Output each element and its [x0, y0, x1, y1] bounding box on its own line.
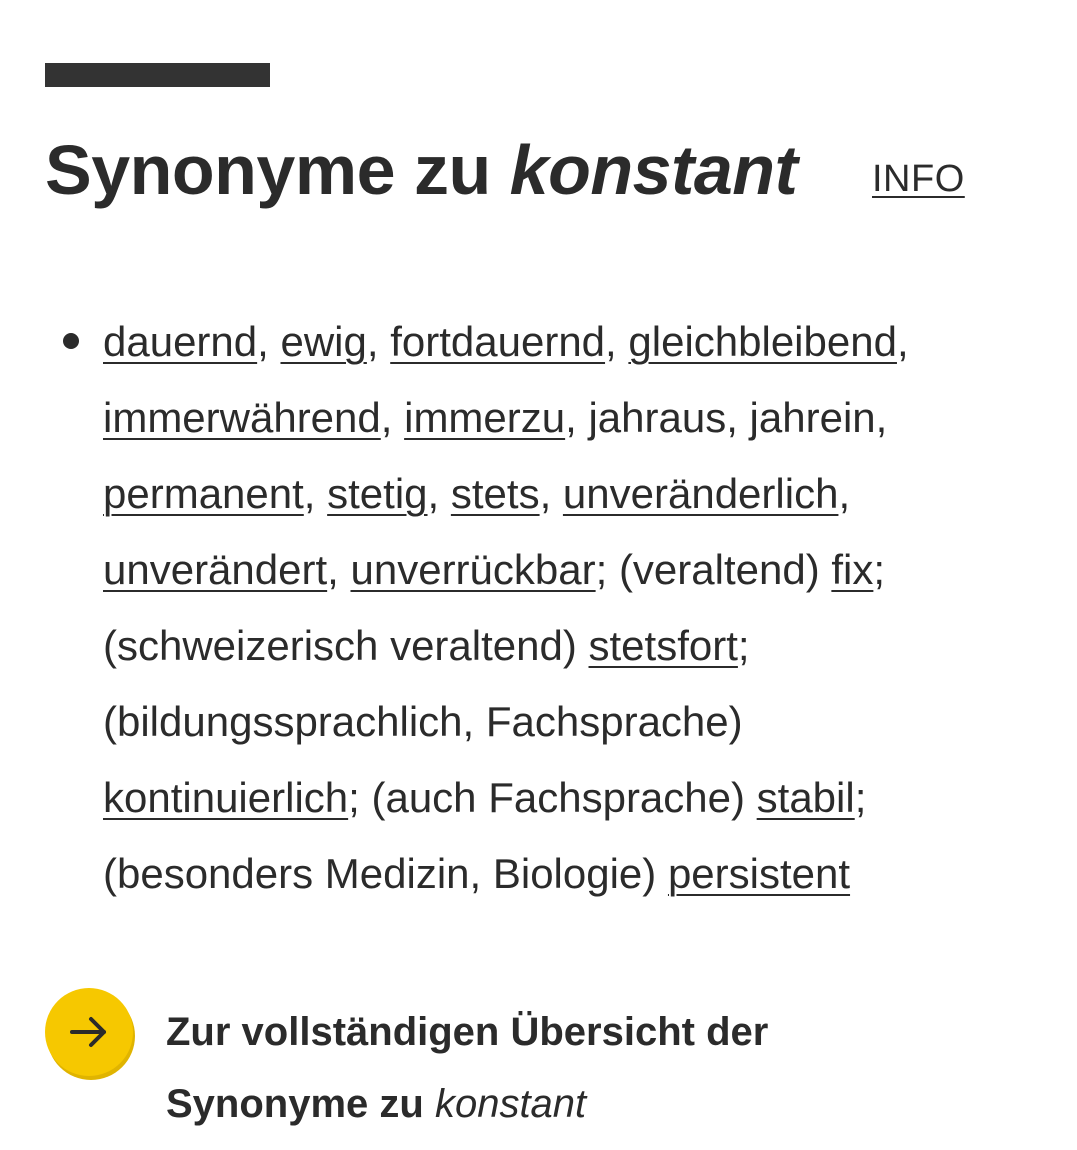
synonym-line	[103, 380, 1003, 456]
synonym-link[interactable]: unverändert	[103, 546, 328, 593]
synonym-link[interactable]: stabil	[756, 774, 855, 821]
synonym-separator-text: ;	[854, 774, 867, 821]
full-overview-link[interactable]	[166, 996, 966, 1140]
synonym-separator-text: ,	[896, 318, 909, 365]
synonym-separator-text: ; (auch Fachsprache)	[348, 774, 757, 821]
synonym-separator-text: ,	[303, 470, 328, 517]
synonym-line	[103, 532, 1003, 608]
synonym-separator-text: ,	[539, 470, 563, 517]
synonym-link[interactable]: unveränderlich	[562, 470, 839, 517]
synonym-link[interactable]: ewig	[280, 318, 367, 365]
synonym-link[interactable]: unverrückbar	[350, 546, 596, 593]
synonym-line	[103, 684, 1003, 760]
synonym-line	[103, 456, 1003, 532]
synonym-list	[103, 304, 1003, 912]
synonym-link[interactable]: immerwährend	[103, 394, 381, 441]
synonym-link[interactable]: permanent	[103, 470, 304, 517]
synonym-separator-text: ;	[737, 622, 750, 669]
synonym-link[interactable]: immerzu	[404, 394, 566, 441]
heading-keyword: konstant	[509, 131, 798, 209]
synonym-separator-text: ,	[427, 470, 451, 517]
synonym-link[interactable]: stetsfort	[588, 622, 738, 669]
synonym-line	[103, 760, 1003, 836]
arrow-right-button[interactable]	[45, 988, 133, 1076]
bullet-dot	[63, 333, 79, 349]
synonym-separator-text: ; (veraltend)	[595, 546, 832, 593]
synonym-link[interactable]: persistent	[667, 850, 851, 897]
info-link[interactable]: INFO	[872, 158, 965, 200]
synonym-separator-text: ,	[605, 318, 629, 365]
synonym-separator-text: (bildungssprachlich, Fachsprache)	[103, 698, 743, 745]
overview-line-1: Zur vollständigen Übersicht der	[166, 1010, 769, 1054]
overview-prefix: Synonyme zu	[166, 1082, 435, 1126]
synonym-link[interactable]: gleichbleibend	[628, 318, 897, 365]
synonym-separator-text: ,	[327, 546, 351, 593]
arrow-right-icon	[67, 1010, 111, 1054]
synonym-separator-text: ,	[380, 394, 405, 441]
synonym-link[interactable]: kontinuierlich	[103, 774, 349, 821]
heading-prefix: Synonyme zu	[45, 131, 510, 209]
synonym-separator-text: ;	[873, 546, 886, 593]
synonym-link[interactable]: stets	[450, 470, 540, 517]
synonym-line	[103, 836, 1003, 912]
section-heading	[45, 128, 797, 212]
synonym-link[interactable]: fix	[831, 546, 874, 593]
synonym-link[interactable]: fortdauernd	[390, 318, 606, 365]
overview-line-2	[166, 1068, 966, 1140]
synonym-separator-text: ,	[838, 470, 851, 517]
full-overview-row	[45, 988, 1025, 1138]
overview-keyword: konstant	[434, 1082, 587, 1126]
synonym-separator-text: , jahraus, jahrein,	[565, 394, 888, 441]
synonym-link[interactable]: stetig	[327, 470, 428, 517]
synonym-text-block	[103, 304, 1003, 912]
synonym-line	[103, 304, 1003, 380]
section-divider-bar	[45, 63, 270, 87]
synonym-separator-text: (schweizerisch veraltend)	[103, 622, 589, 669]
synonym-line	[103, 608, 1003, 684]
synonym-link[interactable]: dauernd	[103, 318, 258, 365]
synonym-list-item	[103, 304, 1003, 912]
synonym-separator-text: ,	[366, 318, 391, 365]
synonym-separator-text: (besonders Medizin, Biologie)	[103, 850, 668, 897]
synonym-separator-text: ,	[257, 318, 281, 365]
